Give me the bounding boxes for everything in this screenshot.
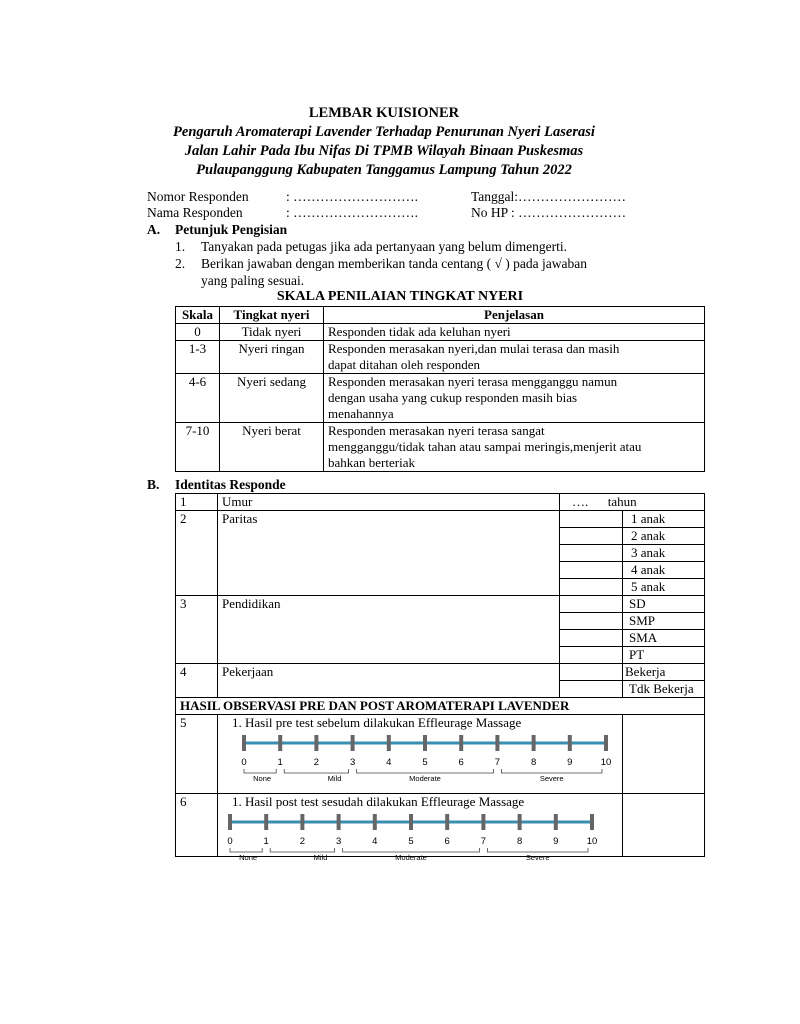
- subtitle-line-2: Jalan Lahir Pada Ibu Nifas Di TPMB Wilayah Binaan Puskesmas: [184, 143, 584, 159]
- option-label: PT: [623, 647, 705, 664]
- scale-number: 4: [386, 757, 392, 768]
- skala-cell: 0: [176, 324, 220, 341]
- table-row: [176, 423, 705, 472]
- scale-number: 8: [516, 836, 523, 847]
- skala-cell: 4-6: [176, 374, 220, 423]
- section-a-title: Petunjuk Pengisian: [175, 222, 288, 237]
- scale-tick[interactable]: [242, 735, 246, 751]
- tingkat-cell: Nyeri sedang: [220, 374, 324, 423]
- scale-category-label: Mild: [313, 853, 328, 862]
- row-num: 3: [176, 596, 218, 664]
- scale-number: 2: [313, 757, 320, 768]
- checkbox-cell[interactable]: [559, 596, 622, 613]
- scale-category-label: Severe: [525, 853, 550, 862]
- scale-category-label: None: [239, 853, 258, 862]
- scale-tick[interactable]: [495, 735, 499, 751]
- table-row: [176, 374, 705, 423]
- scale-number: 3: [335, 836, 342, 847]
- subtitle-line-3: Pulaupanggung Kabupaten Tanggamus Lampung Tahun 2022: [196, 162, 572, 178]
- document-title: LEMBAR KUISIONER: [308, 105, 460, 121]
- scale-number: 7: [480, 836, 487, 847]
- nohp-field[interactable]: No HP : ……………………: [471, 205, 627, 220]
- scale-category-label: Moderate: [395, 853, 427, 862]
- penjelasan-line: dengan usaha yang cukup responden masih bias: [328, 390, 578, 405]
- tingkat-cell: Tidak nyeri: [220, 324, 324, 341]
- table-row: [176, 324, 705, 341]
- scale-number: 5: [422, 757, 428, 768]
- scale-number: 8: [530, 757, 537, 768]
- header-penjelasan: Penjelasan: [324, 307, 705, 324]
- row-label: Pekerjaan: [218, 664, 560, 698]
- scale-number: 0: [227, 836, 233, 847]
- penjelasan-cell: [324, 324, 705, 341]
- scale-number: 0: [241, 757, 247, 768]
- section-b-title: Identitas Responde: [175, 477, 286, 492]
- penjelasan-line: dapat ditahan oleh responden: [328, 357, 480, 372]
- skala-cell: 7-10: [176, 423, 220, 472]
- subtitle-line-1: Pengaruh Aromaterapi Lavender Terhadap Penurunan Nyeri Laserasi: [173, 124, 595, 140]
- post-test-cell: [218, 794, 623, 862]
- scale-number: 2: [299, 836, 306, 847]
- checkbox-cell[interactable]: [559, 630, 622, 647]
- penjelasan-line: Responden tidak ada keluhan nyeri: [328, 324, 511, 339]
- table-header-row: [176, 307, 705, 324]
- option-label: 5 anak: [623, 579, 705, 596]
- nomor-responden-value[interactable]: : ……………………….: [286, 189, 419, 204]
- scale-number: 9: [553, 836, 559, 847]
- section-a-letter: A.: [147, 222, 161, 237]
- scale-category-label: Moderate: [409, 774, 441, 783]
- option-label: 3 anak: [623, 545, 705, 562]
- option-label: 2 anak: [623, 528, 705, 545]
- table-row: [176, 715, 705, 794]
- instruction-1-num: 1.: [175, 239, 186, 254]
- checkbox-cell[interactable]: [559, 681, 622, 698]
- skala-title: SKALA PENILAIAN TINGKAT NYERI: [276, 289, 524, 304]
- scale-category-bracket: [501, 769, 602, 773]
- row-num: 5: [176, 715, 218, 794]
- checkbox-cell[interactable]: [559, 647, 622, 664]
- scale-tick[interactable]: [532, 735, 536, 751]
- scale-category-bracket: [230, 848, 262, 852]
- scale-category-label: Severe: [539, 774, 564, 783]
- scale-tick[interactable]: [228, 814, 232, 830]
- table-row: [176, 511, 705, 528]
- pre-test-cell: [218, 715, 623, 794]
- scale-number: 4: [372, 836, 378, 847]
- row-num: 6: [176, 794, 218, 857]
- header-skala: Skala: [176, 307, 220, 324]
- tingkat-cell: Nyeri berat: [220, 423, 324, 472]
- scale-category-bracket: [487, 848, 588, 852]
- option-label: SD: [623, 596, 705, 613]
- checkbox-cell[interactable]: [559, 511, 622, 528]
- penjelasan-cell: [324, 374, 705, 423]
- tingkat-cell: Nyeri ringan: [220, 341, 324, 374]
- instruction-2-text-cont: yang paling sesuai.: [201, 273, 305, 288]
- nama-responden-label: Nama Responden: [147, 205, 243, 220]
- checkbox-cell[interactable]: [559, 528, 622, 545]
- scale-category-bracket: [357, 769, 494, 773]
- penjelasan-line: Responden merasakan nyeri,dan mulai terasa dan masih: [328, 341, 620, 356]
- scale-tick[interactable]: [264, 814, 268, 830]
- penjelasan-line: Responden merasakan nyeri terasa sangat: [328, 423, 545, 438]
- scale-category-label: None: [253, 774, 272, 783]
- scale-tick[interactable]: [423, 735, 427, 751]
- penjelasan-cell: [324, 423, 705, 472]
- pre-test-score-cell[interactable]: [623, 715, 705, 794]
- scale-number: 5: [408, 836, 414, 847]
- instruction-2-num: 2.: [175, 256, 186, 271]
- pre-test-label: 1. Hasil pre test sebelum dilakukan Effleurage Massage: [232, 715, 522, 730]
- row-num: 4: [176, 664, 218, 698]
- identity-table: [175, 493, 705, 862]
- checkbox-cell[interactable]: [559, 579, 622, 596]
- penjelasan-line: Responden merasakan nyeri terasa mengganggu namun: [328, 374, 618, 389]
- post-test-score-cell[interactable]: [623, 794, 705, 857]
- row-label: Pendidikan: [218, 596, 560, 664]
- scale-number: 9: [567, 757, 573, 768]
- scale-tick[interactable]: [604, 735, 608, 751]
- scale-number: 1: [263, 836, 269, 847]
- scale-number: 3: [349, 757, 356, 768]
- table-row: [176, 794, 705, 857]
- scale-tick[interactable]: [314, 735, 318, 751]
- option-label: Tdk Bekerja: [623, 681, 705, 698]
- checkbox-cell[interactable]: [559, 562, 622, 579]
- section-b-letter: B.: [147, 477, 160, 492]
- scale-tick[interactable]: [445, 814, 449, 830]
- table-row: [176, 494, 705, 511]
- scale-category-bracket: [343, 848, 480, 852]
- scale-number: 1: [277, 757, 283, 768]
- scale-number: 6: [458, 757, 464, 768]
- scale-tick[interactable]: [351, 735, 355, 751]
- table-row: [176, 664, 705, 681]
- nama-responden-value[interactable]: : ……………………….: [286, 205, 419, 220]
- penjelasan-line: bahkan berteriak: [328, 455, 415, 470]
- scale-tick[interactable]: [373, 814, 377, 830]
- table-row: [176, 341, 705, 374]
- penjelasan-line: menahannya: [328, 406, 394, 421]
- checkbox-cell[interactable]: [559, 664, 622, 681]
- scale-category-bracket: [284, 769, 348, 773]
- penjelasan-cell: [324, 341, 705, 374]
- scale-tick[interactable]: [337, 814, 341, 830]
- row-num: 2: [176, 511, 218, 596]
- nomor-responden-label: Nomor Responden: [147, 189, 249, 204]
- scale-category-bracket: [270, 848, 334, 852]
- option-label: 4 anak: [623, 562, 705, 579]
- instruction-1-text: Tanyakan pada petugas jika ada pertanyaan yang belum dimengerti.: [201, 239, 568, 254]
- table-row: [176, 698, 705, 715]
- table-row: [176, 596, 705, 613]
- scale-tick[interactable]: [481, 814, 485, 830]
- scale-tick[interactable]: [459, 735, 463, 751]
- scale-tick[interactable]: [568, 735, 572, 751]
- scale-number: 7: [494, 757, 501, 768]
- scale-tick[interactable]: [590, 814, 594, 830]
- post-test-label: 1. Hasil post test sesudah dilakukan Effleurage Massage: [232, 794, 525, 809]
- scale-tick[interactable]: [278, 735, 282, 751]
- umur-input[interactable]: …. tahun: [559, 494, 704, 511]
- pain-scale-table: [175, 306, 705, 472]
- scale-number: 10: [586, 836, 598, 847]
- scale-tick[interactable]: [387, 735, 391, 751]
- scale-tick[interactable]: [518, 814, 522, 830]
- post-test-pain-scale[interactable]: [214, 810, 604, 862]
- header-tingkat: Tingkat nyeri: [220, 307, 324, 324]
- checkbox-cell[interactable]: [559, 613, 622, 630]
- row-num: 1: [176, 494, 218, 511]
- pre-test-pain-scale[interactable]: [228, 731, 618, 783]
- scale-number: 10: [600, 757, 612, 768]
- option-label: Bekerja: [623, 664, 705, 681]
- checkbox-cell[interactable]: [559, 545, 622, 562]
- skala-cell: 1-3: [176, 341, 220, 374]
- scale-category-bracket: [244, 769, 276, 773]
- scale-number: 6: [444, 836, 450, 847]
- row-label: Paritas: [218, 511, 560, 596]
- penjelasan-line: mengganggu/tidak tahan atau sampai meringis,menjerit atau: [328, 439, 642, 454]
- option-label: 1 anak: [623, 511, 705, 528]
- scale-category-label: Mild: [327, 774, 342, 783]
- option-label: SMA: [623, 630, 705, 647]
- scale-tick[interactable]: [409, 814, 413, 830]
- row-label: Umur: [218, 494, 560, 511]
- scale-tick[interactable]: [300, 814, 304, 830]
- option-label: SMP: [623, 613, 705, 630]
- instruction-2-text: Berikan jawaban dengan memberikan tanda centang ( √ ) pada jawaban: [201, 256, 587, 271]
- tanggal-field[interactable]: Tanggal:……………………: [471, 189, 627, 204]
- hasil-title: HASIL OBSERVASI PRE DAN POST AROMATERAPI LAVENDER: [176, 698, 705, 715]
- scale-tick[interactable]: [554, 814, 558, 830]
